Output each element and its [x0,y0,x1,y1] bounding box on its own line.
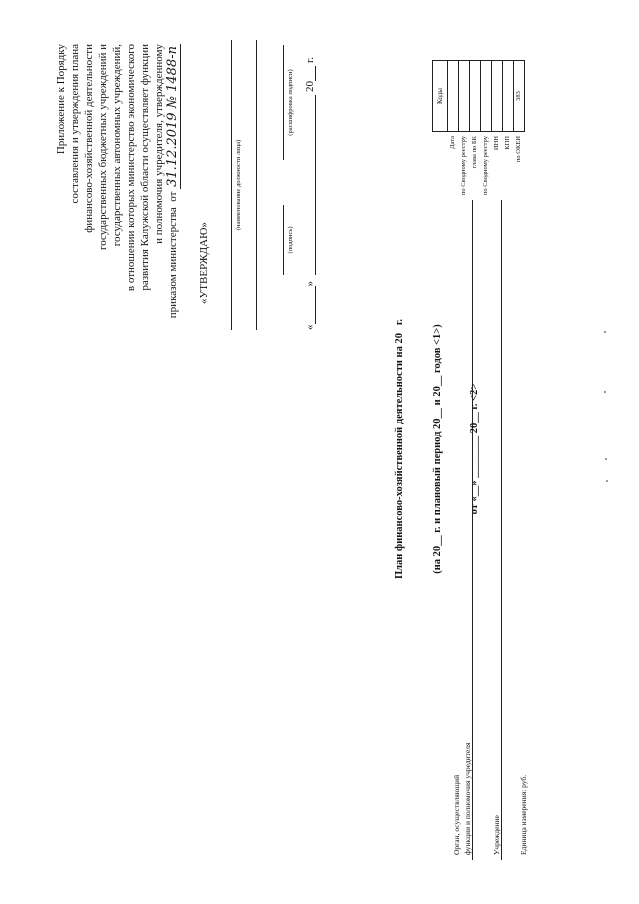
month-blank [304,95,316,275]
appendix-line: государственных бюджетных учреждений и [97,44,109,250]
codes-labels [447,136,524,274]
founder-label-line2: функции и полномочия учредителя [463,742,472,855]
code-label-registry-2: по Сводному реестру [482,136,489,196]
title-line: План финансово-хозяйственной деятельности на 20 г. [394,318,405,580]
year-suffix: г. [304,56,316,63]
title-date-line: от «__» ________ 20__ г. <2> [469,383,480,515]
appendix-line: составления и утверждения плана [69,44,81,204]
code-cell-budget-chapter [469,61,480,131]
appendix-line: развития Калужской области осуществляет функции [139,44,151,291]
scan-speck [605,459,607,461]
appendix-header [54,44,180,424]
year-prefix: 20 [304,81,316,92]
appendix-line: государственных автономных учреждений, [111,44,123,247]
unit-label: Единица измерения: руб. [519,774,528,855]
institution-label: Учреждение [492,815,501,855]
code-label-kpp: КПП [504,136,511,150]
position-line-continued [256,40,257,330]
founder-label-line1: Орган, осуществляющий [452,774,461,855]
code-cell-date [447,61,458,131]
approval-date [304,57,316,330]
position-caption: (наименование должности лица) [235,139,242,231]
code-cell-registry-2 [480,61,491,131]
codes-table [432,60,525,132]
date-open-quote: « [304,324,316,330]
approval-heading: «УТВЕРЖДАЮ» [198,222,210,304]
appendix-line: и полномочия учредителя, утвержденному [153,44,165,244]
handwritten-order-number: 31.12.2019 № 1488-п [165,46,180,187]
code-label-registry: по Сводному реестру [460,136,467,196]
codes-header: Коды [436,88,444,104]
title-period-line: (на 20__ г. и плановый период 20__ и 20__ годов <1>) [431,324,443,574]
year-blank [304,66,316,81]
institution-field-line [501,200,502,860]
founder-field-line [472,200,473,860]
code-cell-kpp [502,61,513,131]
appendix-line: в отношении которых министерство экономического [125,44,137,292]
appendix-line: Приложение к Порядку [55,44,67,155]
position-line [231,40,232,330]
date-close-quote: » [304,281,316,287]
code-cell-inn [491,61,502,131]
order-prefix: приказом министерства от [167,191,179,319]
appendix-line: финансово-хозяйственной деятельности [83,44,95,233]
scan-speck [604,392,606,394]
code-label-okei: по ОКЕИ [515,136,522,163]
signature-line [283,205,284,275]
scan-speck [606,481,608,483]
scan-speck [604,332,606,334]
signature-caption: (подпись) [287,226,294,254]
signature-decoding-caption: (расшифровка подписи) [287,69,294,136]
code-label-inn: ИНН [493,136,500,151]
document-title [369,234,507,664]
code-label-date: Дата [449,136,456,149]
day-blank [304,287,316,325]
signature-decoding-line [283,45,284,160]
appendix-order-line [166,44,180,424]
code-label-budget-chapter: глава по БК [471,136,478,169]
code-cell-okei: 383 [513,61,524,131]
code-cell-registry [458,61,469,131]
